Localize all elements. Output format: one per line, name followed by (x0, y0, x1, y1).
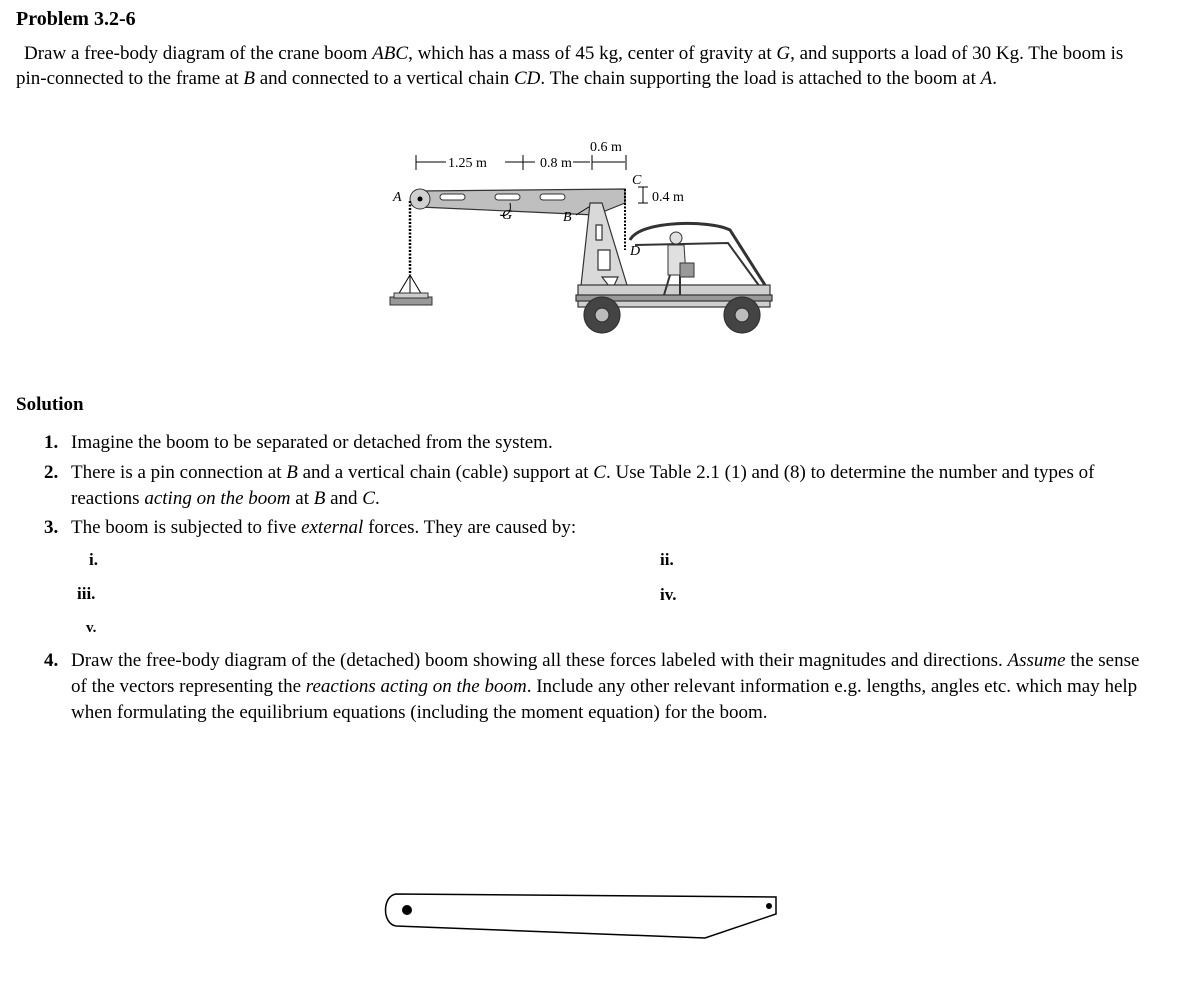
pin-a (402, 905, 412, 915)
dim-1-25: 1.25 m (448, 156, 487, 171)
force-label-iii: iii. (77, 584, 96, 603)
crane-frame (580, 203, 630, 295)
label-d: D (630, 244, 641, 259)
dim-0-4: 0.4 m (652, 190, 684, 205)
label-a: A (393, 190, 402, 205)
label-g: G (502, 208, 513, 223)
load-chain (395, 201, 425, 300)
label-c: C (632, 173, 642, 188)
solution-step-2: 2. There is a pin connection at B and a vertical chain (cable) support at C. Use Table 2.1 (1) and (8) to determine the number and types of reactions acting on the boom at B and C. (44, 462, 1095, 509)
pin-c (766, 903, 772, 909)
detached-boom-sketch (380, 880, 790, 950)
solution-step-1: 1. Imagine the boom to be separated or detached from the system. (44, 432, 553, 453)
crane-figure (380, 135, 780, 345)
force-label-v: v. (86, 620, 97, 636)
force-label-i: i. (89, 550, 98, 569)
force-label-iv: iv. (660, 585, 677, 604)
solution-step-3: 3. The boom is subjected to five external forces. They are caused by: (44, 517, 577, 538)
label-b: B (563, 210, 572, 225)
problem-statement: Draw a free-body diagram of the crane boom ABC, which has a mass of 45 kg, center of gravity at G, and supports a load of 30 Kg. The boom is pin-connected to the frame at B and connected to a vertical chain CD. The chain supporting the load is attached to the boom at A. (16, 43, 1124, 89)
force-label-ii: ii. (660, 550, 674, 569)
dim-0-8: 0.8 m (540, 156, 572, 171)
dim-0-6: 0.6 m (590, 140, 622, 155)
solution-title: Solution (16, 394, 84, 415)
problem-title: Problem 3.2-6 (16, 8, 136, 30)
solution-step-4: 4. Draw the free-body diagram of the (detached) boom showing all these forces labeled with their magnitudes and directions. Assume the sense of the vectors representing the reactions acting on the boom. Include any other relevant information e.g. lengths, angles etc. which may help when formulating the equilibrium equations (including the moment equation) for the boom. (44, 650, 1140, 723)
